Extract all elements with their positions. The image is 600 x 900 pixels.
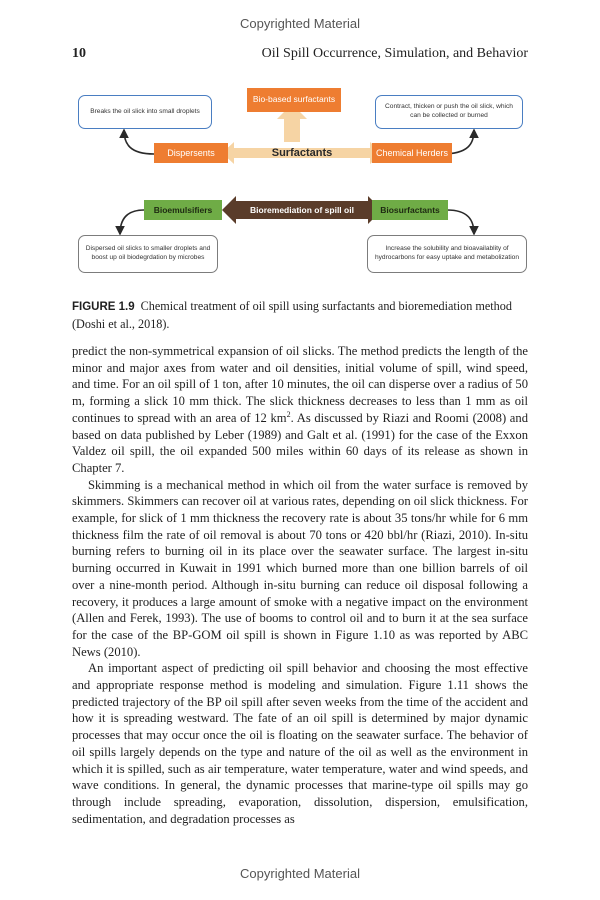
figure-label: FIGURE 1.9 [72,301,135,313]
label-bioemulsifiers: Bioemulsifiers [144,200,222,220]
label-bioremediation: Bioremediation of spill oil [250,205,354,215]
paragraph-2: Skimming is a mechanical method in which oil from the water surface is removed by skimmers. Skimmers can recover oil at various rates, depending on oil slick thickness. For example, for slick of 1 mm thickness the recovery rate is about 35 tons/hr while for 6 mm thickness film the rate of oil removal is about 70 tons or 420 bbl/hr (Riazi, 2010). In-situ burning refers to burning oil in its place over the seawater surface. The largest in-situ burning occurred in Kuwait in 1991 which burned more than one billion barrels of oil over a nine-month period. Although in-situ burning can reduce oil disposal following a recovery, it produces a large amount of smoke with a negative impact on the environment (Allen and Ferek, 1993). The use of booms to control oil and to burn it at the sea surface for the case of the BP-GOM oil spill is shown in Figure 1.10 as was reported by ABC News (2010). [72,477,528,659]
copyright-watermark-bottom: Copyrighted Material [240,866,360,881]
label-bio-based-surfactants: Bio-based surfactants [247,88,341,112]
label-surfactants: Surfactants [271,147,333,159]
label-biosurfactants: Biosurfactants [372,200,448,220]
label-chemical-herders: Chemical Herders [372,143,452,163]
box-dispersed-slicks: Dispersed oil slicks to smaller droplets and boost up oil biodegrdation by microbes [78,235,218,273]
page-number: 10 [72,46,86,61]
figure-diagram [72,82,532,282]
box-increase-solubility: Increase the solubility and bioavailablity of hydrocarbons for easy uptake and metabolization [367,235,527,273]
label-dispersents: Dispersents [154,143,228,163]
box-break-slick: Breaks the oil slick into small droplets [78,95,212,129]
running-header [72,46,528,64]
arrow-bioemulsifiers-to-box [120,210,144,234]
paragraph-1: predict the non-symmetrical expansion of oil slicks. The method predicts the length of the minor and major axes from water and oil densities, initial volume of spill, wind speed, and time. For an oil spill of 1 ton, after 10 minutes, the oil can disperse over a radius of 50 m, forming a slick 10 mm thick. The slick thickness decreases to less than 1 mm as oil continues to spread with an area of 12 $km^2$. As discussed by Riazi and Roomi (2008) and based on data published by Leber (1989) and Galt et al. (1991) for the case of the Exxon Valdez oil spill, the oil expanded 500 miles within 60 days of its release as shown in Chapter 7. [72,344,528,475]
arrow-biosurfactants-to-box [447,210,474,234]
figure-caption [72,298,528,332]
paragraph-3: An important aspect of predicting oil spill behavior and choosing the most effective and appropriate response method is modeling and simulation. Figure 1.11 shows the predicted trajectory of the BP oil spill after seven weeks from the time of the accident and how it is spreading westward. The fate of an oil spill is determined by major dynamic processes that may occur once the oil is floating on the seawater surface. The behavior of oil spills largely depends on the type and nature of the oil as well as the environment in which it is spilled, such as air temperature, water temperature, water and wind speeds, and wave conditions. In general, the dynamic processes that marine-type oil spills may go through include spreading, evaporation, dissolution, dispersion, emulsification, sedimentation, and degradation processes as [72,661,528,826]
figure-caption-text: Chemical treatment of oil spill using surfactants and bioremediation method (Doshi et al., 2018). [72,299,512,331]
body-text [72,343,528,827]
header-title: Oil Spill Occurrence, Simulation, and Behavior [261,46,528,61]
arrow-dispersents-to-box [124,130,154,154]
box-contract-slick: Contract, thicken or push the oil slick, which can be collected or burned [375,95,523,129]
copyright-watermark-top: Copyrighted Material [240,16,360,31]
